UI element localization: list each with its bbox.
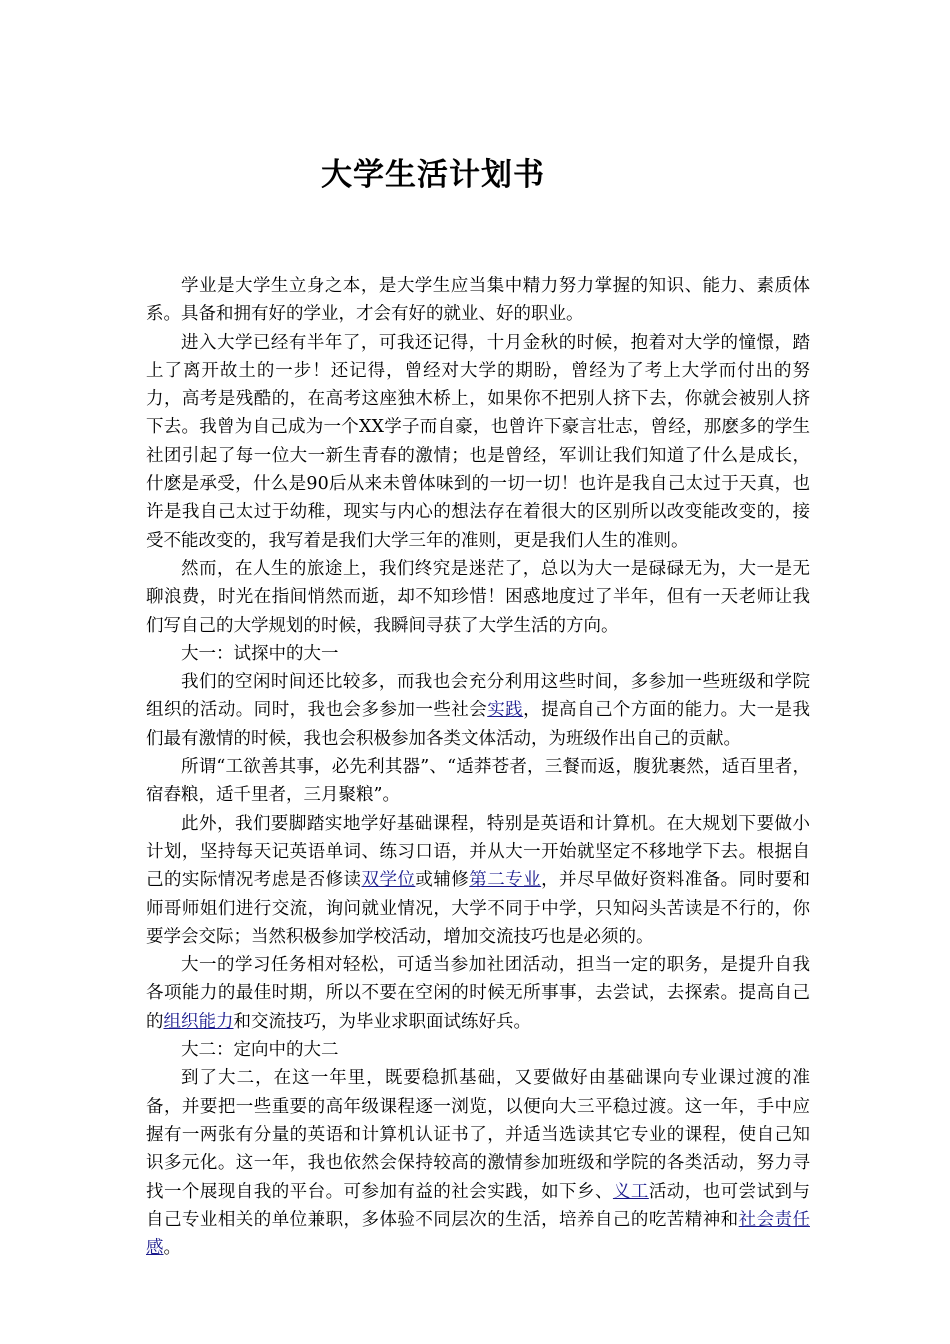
paragraph bbox=[146, 810, 810, 951]
link-shijian[interactable]: 实践 bbox=[487, 700, 524, 721]
section-heading: 大一：试探中的大一 bbox=[181, 643, 339, 664]
paragraph-text: 大一的学习任务相对轻松，可适当参加社团活动，担当一定的职务，是提升自我各项能力的最佳时期，所以不要在空闲的时候无所事事，去尝试，去探索。提高自己的 bbox=[146, 955, 810, 1032]
section-heading: 大二：定向中的大二 bbox=[181, 1040, 339, 1061]
document-body bbox=[146, 272, 810, 1262]
paragraph bbox=[146, 951, 810, 1036]
link-zuzhinengli[interactable]: 组织能力 bbox=[163, 1011, 234, 1032]
paragraph: 学业是大学生立身之本，是大学生应当集中精力努力掌握的知识、能力、素质体系。具备和拥有好的学业，才会有好的就业、好的职业。 bbox=[146, 276, 810, 325]
link-dierzhuanye[interactable]: 第二专业 bbox=[469, 870, 542, 891]
paragraph-text: ，并尽早做好资料准备。同时要和师哥师姐们进行交流，询问就业情况，大学不同于中学，只知闷头苦读是不行的，你要学会交际；当然积极参加学校活动，增加交流技巧也是必须的。 bbox=[146, 870, 811, 947]
paragraph-text: 到了大二，在这一年里，既要稳抓基础，又要做好由基础课向专业课过渡的准备，并要把一些重要的高年级课程逐一浏览，以便向大三平稳过渡。这一年，手中应握有一两张有分量的英语和计算机认证书了，并适当选读其它专业的课程，使自己知识多元化。这一年，我也依然会保持较高的激情参加班级和学院的各类活动，努力寻找一个展现自我的平台。可参加有益的社会实践，如下乡、 bbox=[146, 1068, 810, 1202]
paragraph-text: 。 bbox=[163, 1238, 181, 1259]
paragraph-text: 活动，也可尝试到与自己专业相关的单位兼职，多体验不同层次的生活，培养自己的吃苦精神和 bbox=[146, 1181, 811, 1230]
link-shuangxuewei[interactable]: 双学位 bbox=[361, 870, 416, 891]
paragraph-text: ，提高自己个方面的能力。大一是我们最有激情的时候，我也会积极参加各类文体活动，为班级作出自己的贡献。 bbox=[146, 700, 811, 749]
paragraph: 所谓“工欲善其事，必先利其器”、“适莽苍者，三餐而返，腹犹裹然，适百里者，宿舂粮，适千里者，三月聚粮”。 bbox=[146, 757, 810, 806]
paragraph bbox=[146, 1064, 810, 1262]
paragraph-text: 或辅修 bbox=[415, 870, 470, 891]
paragraph: 然而，在人生的旅途上，我们终究是迷茫了，总以为大一是碌碌无为，大一是无聊浪费，时光在指间悄然而逝，却不知珍惜！困惑地度过了半年，但有一天老师让我们写自己的大学规划的时候，我瞬间寻获了大学生活的方向。 bbox=[146, 558, 810, 636]
paragraph-text: 我们的空闲时间还比较多，而我也会充分利用这些时间，多参加一些班级和学院组织的活动。同时，我也会多参加一些社会 bbox=[146, 672, 810, 721]
paragraph bbox=[146, 668, 810, 753]
link-yigong[interactable]: 义工 bbox=[612, 1181, 649, 1202]
link-shehuizerengan[interactable]: 社会责任感 bbox=[146, 1209, 810, 1259]
paragraph-text: 此外，我们要脚踏实地学好基础课程，特别是英语和计算机。在大规划下要做小计划，坚持每天记英语单词、练习口语，并从大一开始就坚定不移地学下去。根据自己的实际情况考虑是否修读 bbox=[146, 813, 810, 891]
paragraph: 进入大学已经有半年了，可我还记得，十月金秋的时候，抱着对大学的憧憬，踏上了离开故土的一步！还记得，曾经对大学的期盼，曾经为了考上大学而付出的努力，高考是残酷的，在高考这座独木桥上，如果你不把别人挤下去，你就会被别人挤下去。我曾为自己成为一个XX学子而自豪，也曾许下豪言壮志，曾经，那麽多的学生社团引起了每一位大一新生青春的激情；也是曾经，军训让我们知道了什么是成长，什麽是承受，什么是90后从来未曾体味到的一切一切！也许是我自己太过于天真，也许是我自己太过于幼稚，现实与内心的想法存在着很大的区别所以改变能改变的，接受不能改变的，我写着是我们大学三年的准则，更是我们人生的准则。 bbox=[146, 332, 810, 551]
paragraph-text: 和交流技巧，为毕业求职面试练好兵。 bbox=[233, 1011, 531, 1032]
document-title: 大学生活计划书 bbox=[321, 157, 545, 193]
